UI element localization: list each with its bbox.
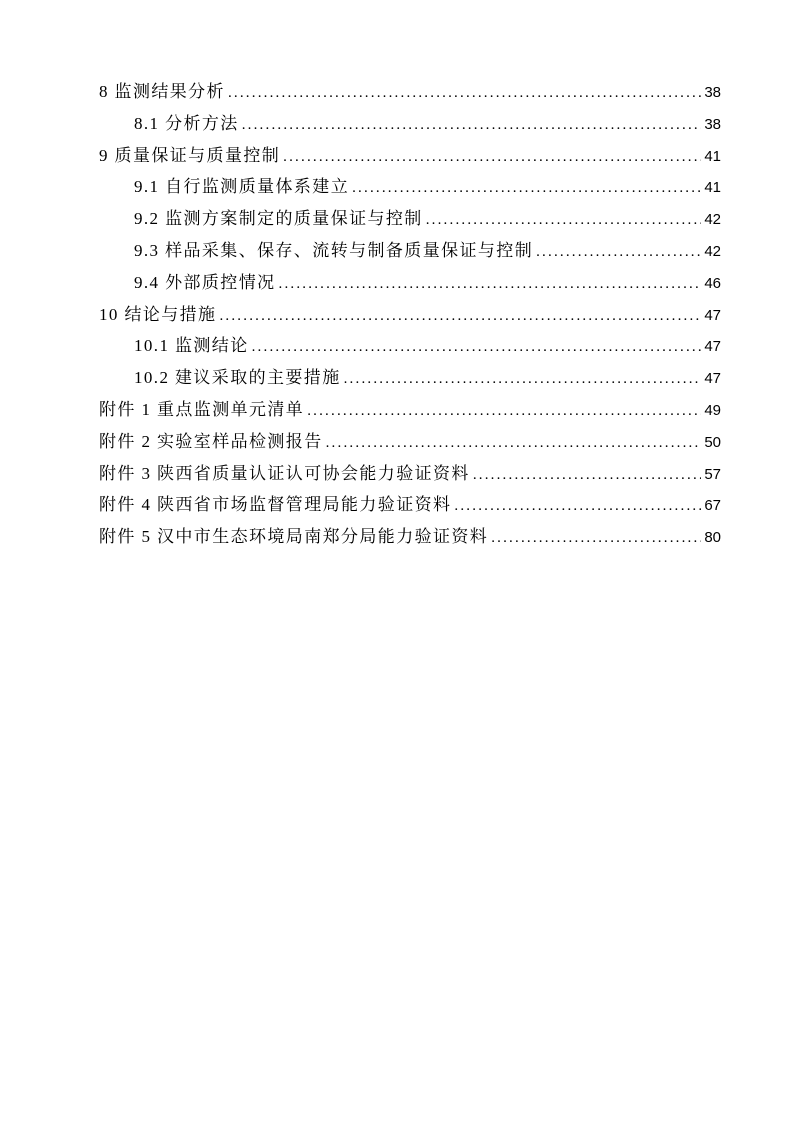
toc-entry-page-number: 57 bbox=[704, 465, 721, 483]
toc-entry-page-number: 67 bbox=[704, 497, 721, 515]
toc-entry-row[interactable] bbox=[99, 331, 721, 363]
toc-entry-page-number: 38 bbox=[704, 84, 721, 101]
toc-leader-dots bbox=[473, 460, 702, 491]
toc-leader-dots bbox=[283, 142, 701, 173]
toc-leader-dots bbox=[491, 523, 701, 554]
toc-leader-dots bbox=[228, 78, 701, 109]
toc-leader-dots bbox=[426, 205, 702, 236]
toc-leader-dots bbox=[242, 110, 702, 141]
toc-entry-page-number: 50 bbox=[704, 433, 721, 451]
toc-entry-row[interactable] bbox=[99, 268, 721, 300]
toc-entry-title: 9 质量保证与质量控制 bbox=[99, 145, 281, 165]
toc-leader-dots bbox=[344, 364, 702, 395]
toc-entry-page-number: 38 bbox=[704, 115, 721, 133]
toc-entry-page-number: 47 bbox=[704, 338, 721, 356]
toc-entry-page-number: 41 bbox=[704, 179, 721, 197]
toc-entry-page-number: 49 bbox=[704, 401, 721, 419]
table-of-contents bbox=[99, 77, 721, 554]
toc-entry-row[interactable] bbox=[99, 522, 721, 554]
toc-entry-page-number: 42 bbox=[704, 242, 721, 260]
toc-entry-page-number: 41 bbox=[704, 147, 721, 165]
toc-entry-title: 9.4 外部质控情况 bbox=[134, 272, 276, 292]
toc-entry-page-number: 46 bbox=[704, 274, 721, 292]
toc-entry-row[interactable] bbox=[99, 363, 721, 395]
toc-entry-row[interactable] bbox=[99, 141, 721, 173]
toc-entry-title: 附件 3 陕西省质量认证认可协会能力验证资料 bbox=[99, 463, 470, 483]
toc-entry-title: 附件 1 重点监测单元清单 bbox=[99, 399, 305, 419]
toc-leader-dots bbox=[307, 396, 701, 427]
toc-entry-page-number: 42 bbox=[704, 211, 721, 229]
toc-entry-row[interactable] bbox=[99, 204, 721, 236]
toc-entry-title: 8.1 分析方法 bbox=[134, 113, 239, 133]
toc-entry-row[interactable] bbox=[99, 300, 721, 332]
toc-entry-title: 附件 2 实验室样品检测报告 bbox=[99, 431, 323, 451]
toc-entry-title: 9.3 样品采集、保存、流转与制备质量保证与控制 bbox=[134, 240, 534, 260]
toc-entry-row[interactable] bbox=[99, 109, 721, 141]
toc-entry-title: 10.1 监测结论 bbox=[134, 336, 249, 356]
toc-entry-row[interactable] bbox=[99, 236, 721, 268]
toc-entry-row[interactable] bbox=[99, 395, 721, 427]
toc-entry-row[interactable] bbox=[99, 459, 721, 491]
toc-entry-row[interactable] bbox=[99, 427, 721, 459]
toc-leader-dots bbox=[536, 237, 701, 268]
toc-entry-title: 10.2 建议采取的主要措施 bbox=[134, 368, 341, 388]
toc-leader-dots bbox=[252, 332, 702, 363]
toc-entry-row[interactable] bbox=[99, 172, 721, 204]
toc-entry-page-number: 47 bbox=[704, 306, 721, 324]
toc-leader-dots bbox=[454, 491, 701, 522]
toc-entry-title: 附件 5 汉中市生态环境局南郑分局能力验证资料 bbox=[99, 527, 489, 547]
toc-entry-title: 9.2 监测方案制定的质量保证与控制 bbox=[134, 209, 423, 229]
toc-entry-title: 9.1 自行监测质量体系建立 bbox=[134, 177, 350, 197]
toc-leader-dots bbox=[352, 173, 701, 204]
toc-entry-title: 10 结论与措施 bbox=[99, 304, 217, 324]
toc-leader-dots bbox=[279, 269, 702, 300]
toc-entry-page-number: 80 bbox=[704, 529, 721, 547]
toc-entry-row[interactable] bbox=[99, 77, 721, 109]
toc-entry-title: 8 监测结果分析 bbox=[99, 82, 225, 101]
toc-leader-dots bbox=[326, 428, 702, 459]
toc-entry-row[interactable] bbox=[99, 490, 721, 522]
toc-entry-title: 附件 4 陕西省市场监督管理局能力验证资料 bbox=[99, 495, 452, 515]
toc-entry-page-number: 47 bbox=[704, 370, 721, 388]
toc-leader-dots bbox=[219, 301, 701, 332]
